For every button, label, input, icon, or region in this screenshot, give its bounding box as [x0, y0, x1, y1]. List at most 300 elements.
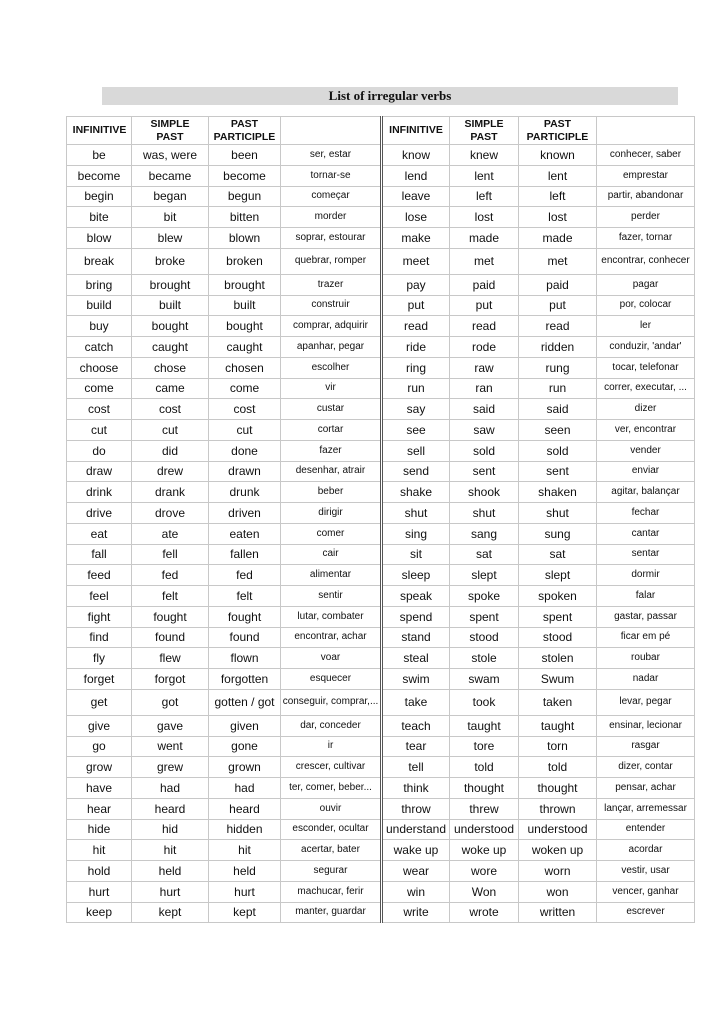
simple-past-cell: shook: [450, 482, 519, 503]
translation-cell: ser, estar: [281, 145, 382, 166]
simple-past-cell: fell: [132, 544, 209, 565]
table-row: [67, 736, 695, 757]
simple-past-cell: thought: [450, 778, 519, 799]
past-participle-cell: cut: [209, 420, 281, 441]
header-row: [67, 117, 695, 145]
infinitive-cell: throw: [382, 798, 450, 819]
table-row: [67, 565, 695, 586]
header-past-participle-2-line1: PAST: [543, 117, 572, 130]
simple-past-cell: had: [132, 778, 209, 799]
infinitive-cell: wear: [382, 861, 450, 882]
translation-cell: acertar, bater: [281, 840, 382, 861]
simple-past-cell: woke up: [450, 840, 519, 861]
past-participle-cell: slept: [519, 565, 597, 586]
translation-cell: correr, executar, ...: [597, 378, 695, 399]
infinitive-cell: wake up: [382, 840, 450, 861]
past-participle-cell: grown: [209, 757, 281, 778]
translation-cell: desenhar, atrair: [281, 461, 382, 482]
header-simple-past-2-line1: SIMPLE: [464, 117, 504, 130]
translation-cell: segurar: [281, 861, 382, 882]
infinitive-cell: go: [67, 736, 132, 757]
table-row: [67, 648, 695, 669]
table-row: [67, 544, 695, 565]
simple-past-cell: ran: [450, 378, 519, 399]
past-participle-cell: drunk: [209, 482, 281, 503]
infinitive-cell: see: [382, 420, 450, 441]
simple-past-cell: brought: [132, 274, 209, 295]
header-past-participle-line2: PARTICIPLE: [213, 130, 276, 143]
simple-past-cell: shut: [450, 503, 519, 524]
simple-past-cell: knew: [450, 145, 519, 166]
past-participle-cell: done: [209, 440, 281, 461]
infinitive-cell: keep: [67, 902, 132, 923]
simple-past-cell: cost: [132, 399, 209, 420]
past-participle-cell: sung: [519, 523, 597, 544]
past-participle-cell: given: [209, 715, 281, 736]
simple-past-cell: broke: [132, 248, 209, 274]
past-participle-cell: spoken: [519, 586, 597, 607]
past-participle-cell: sat: [519, 544, 597, 565]
infinitive-cell: catch: [67, 337, 132, 358]
infinitive-cell: feed: [67, 565, 132, 586]
past-participle-cell: forgotten: [209, 669, 281, 690]
translation-cell: perder: [597, 207, 695, 228]
translation-cell: por, colocar: [597, 295, 695, 316]
table-row: [67, 186, 695, 207]
past-participle-cell: drawn: [209, 461, 281, 482]
infinitive-cell: cut: [67, 420, 132, 441]
translation-cell: lutar, combater: [281, 606, 382, 627]
translation-cell: dizer, contar: [597, 757, 695, 778]
translation-cell: começar: [281, 186, 382, 207]
translation-cell: vender: [597, 440, 695, 461]
simple-past-cell: lost: [450, 207, 519, 228]
infinitive-cell: put: [382, 295, 450, 316]
past-participle-cell: found: [209, 627, 281, 648]
simple-past-cell: swam: [450, 669, 519, 690]
past-participle-cell: lent: [519, 165, 597, 186]
infinitive-cell: read: [382, 316, 450, 337]
simple-past-cell: took: [450, 689, 519, 715]
infinitive-cell: shut: [382, 503, 450, 524]
translation-cell: beber: [281, 482, 382, 503]
infinitive-cell: feel: [67, 586, 132, 607]
infinitive-cell: buy: [67, 316, 132, 337]
header-infinitive-2: INFINITIVE: [382, 117, 450, 145]
past-participle-cell: sent: [519, 461, 597, 482]
simple-past-cell: stole: [450, 648, 519, 669]
page-title: List of irregular verbs: [102, 87, 678, 105]
past-participle-cell: gone: [209, 736, 281, 757]
simple-past-cell: caught: [132, 337, 209, 358]
past-participle-cell: caught: [209, 337, 281, 358]
past-participle-cell: said: [519, 399, 597, 420]
simple-past-cell: bit: [132, 207, 209, 228]
translation-cell: dormir: [597, 565, 695, 586]
translation-cell: ensinar, lecionar: [597, 715, 695, 736]
header-translation: [281, 117, 382, 145]
table-row: [67, 715, 695, 736]
table-row: [67, 399, 695, 420]
simple-past-cell: grew: [132, 757, 209, 778]
table-row: [67, 145, 695, 166]
infinitive-cell: hide: [67, 819, 132, 840]
simple-past-cell: chose: [132, 357, 209, 378]
infinitive-cell: make: [382, 228, 450, 249]
past-participle-cell: told: [519, 757, 597, 778]
past-participle-cell: hidden: [209, 819, 281, 840]
past-participle-cell: sold: [519, 440, 597, 461]
past-participle-cell: stolen: [519, 648, 597, 669]
simple-past-cell: hurt: [132, 881, 209, 902]
translation-cell: voar: [281, 648, 382, 669]
infinitive-cell: meet: [382, 248, 450, 274]
translation-cell: fechar: [597, 503, 695, 524]
translation-cell: quebrar, romper: [281, 248, 382, 274]
table-row: [67, 757, 695, 778]
simple-past-cell: rode: [450, 337, 519, 358]
translation-cell: machucar, ferir: [281, 881, 382, 902]
infinitive-cell: choose: [67, 357, 132, 378]
infinitive-cell: swim: [382, 669, 450, 690]
header-past-participle: [209, 117, 281, 145]
table-row: [67, 295, 695, 316]
past-participle-cell: fallen: [209, 544, 281, 565]
infinitive-cell: ring: [382, 357, 450, 378]
past-participle-cell: heard: [209, 798, 281, 819]
infinitive-cell: say: [382, 399, 450, 420]
header-simple-past-2: [450, 117, 519, 145]
infinitive-cell: fight: [67, 606, 132, 627]
infinitive-cell: fly: [67, 648, 132, 669]
header-simple-past-line2: PAST: [156, 130, 184, 143]
infinitive-cell: cost: [67, 399, 132, 420]
table-row: [67, 482, 695, 503]
past-participle-cell: bought: [209, 316, 281, 337]
translation-cell: dizer: [597, 399, 695, 420]
past-participle-cell: driven: [209, 503, 281, 524]
table-row: [67, 420, 695, 441]
simple-past-cell: flew: [132, 648, 209, 669]
infinitive-cell: sing: [382, 523, 450, 544]
past-participle-cell: held: [209, 861, 281, 882]
simple-past-cell: blew: [132, 228, 209, 249]
table-row: [67, 881, 695, 902]
table-row: [67, 274, 695, 295]
simple-past-cell: hit: [132, 840, 209, 861]
infinitive-cell: shake: [382, 482, 450, 503]
translation-cell: sentar: [597, 544, 695, 565]
simple-past-cell: fought: [132, 606, 209, 627]
past-participle-cell: worn: [519, 861, 597, 882]
simple-past-cell: drank: [132, 482, 209, 503]
translation-cell: cortar: [281, 420, 382, 441]
infinitive-cell: stand: [382, 627, 450, 648]
infinitive-cell: tear: [382, 736, 450, 757]
translation-cell: sentir: [281, 586, 382, 607]
infinitive-cell: do: [67, 440, 132, 461]
infinitive-cell: get: [67, 689, 132, 715]
simple-past-cell: said: [450, 399, 519, 420]
simple-past-cell: found: [132, 627, 209, 648]
simple-past-cell: sang: [450, 523, 519, 544]
infinitive-cell: drink: [67, 482, 132, 503]
past-participle-cell: hit: [209, 840, 281, 861]
table-row: [67, 461, 695, 482]
infinitive-cell: bring: [67, 274, 132, 295]
past-participle-cell: become: [209, 165, 281, 186]
past-participle-cell: taken: [519, 689, 597, 715]
infinitive-cell: win: [382, 881, 450, 902]
header-simple-past-2-line2: PAST: [470, 130, 498, 143]
simple-past-cell: taught: [450, 715, 519, 736]
simple-past-cell: heard: [132, 798, 209, 819]
table-row: [67, 798, 695, 819]
past-participle-cell: ridden: [519, 337, 597, 358]
table-row: [67, 523, 695, 544]
simple-past-cell: kept: [132, 902, 209, 923]
infinitive-cell: draw: [67, 461, 132, 482]
simple-past-cell: sold: [450, 440, 519, 461]
translation-cell: levar, pegar: [597, 689, 695, 715]
infinitive-cell: have: [67, 778, 132, 799]
translation-cell: acordar: [597, 840, 695, 861]
infinitive-cell: drive: [67, 503, 132, 524]
translation-cell: custar: [281, 399, 382, 420]
table-row: [67, 586, 695, 607]
simple-past-cell: read: [450, 316, 519, 337]
translation-cell: ter, comer, beber...: [281, 778, 382, 799]
translation-cell: morder: [281, 207, 382, 228]
infinitive-cell: steal: [382, 648, 450, 669]
past-participle-cell: shaken: [519, 482, 597, 503]
simple-past-cell: wore: [450, 861, 519, 882]
simple-past-cell: did: [132, 440, 209, 461]
translation-cell: lançar, arremessar: [597, 798, 695, 819]
header-translation-2: [597, 117, 695, 145]
past-participle-cell: built: [209, 295, 281, 316]
past-participle-cell: blown: [209, 228, 281, 249]
past-participle-cell: begun: [209, 186, 281, 207]
simple-past-cell: raw: [450, 357, 519, 378]
infinitive-cell: pay: [382, 274, 450, 295]
simple-past-cell: cut: [132, 420, 209, 441]
infinitive-cell: give: [67, 715, 132, 736]
simple-past-cell: got: [132, 689, 209, 715]
simple-past-cell: held: [132, 861, 209, 882]
infinitive-cell: hold: [67, 861, 132, 882]
past-participle-cell: woken up: [519, 840, 597, 861]
past-participle-cell: written: [519, 902, 597, 923]
past-participle-cell: hurt: [209, 881, 281, 902]
simple-past-cell: hid: [132, 819, 209, 840]
infinitive-cell: hear: [67, 798, 132, 819]
past-participle-cell: understood: [519, 819, 597, 840]
translation-cell: escolher: [281, 357, 382, 378]
translation-cell: gastar, passar: [597, 606, 695, 627]
past-participle-cell: run: [519, 378, 597, 399]
infinitive-cell: spend: [382, 606, 450, 627]
header-past-participle-line1: PAST: [230, 117, 259, 130]
translation-cell: emprestar: [597, 165, 695, 186]
simple-past-cell: threw: [450, 798, 519, 819]
infinitive-cell: begin: [67, 186, 132, 207]
infinitive-cell: blow: [67, 228, 132, 249]
translation-cell: falar: [597, 586, 695, 607]
simple-past-cell: drew: [132, 461, 209, 482]
simple-past-cell: wrote: [450, 902, 519, 923]
translation-cell: conduzir, 'andar': [597, 337, 695, 358]
past-participle-cell: been: [209, 145, 281, 166]
past-participle-cell: eaten: [209, 523, 281, 544]
simple-past-cell: gave: [132, 715, 209, 736]
simple-past-cell: began: [132, 186, 209, 207]
translation-cell: fazer, tornar: [597, 228, 695, 249]
past-participle-cell: bitten: [209, 207, 281, 228]
infinitive-cell: forget: [67, 669, 132, 690]
infinitive-cell: become: [67, 165, 132, 186]
translation-cell: partir, abandonar: [597, 186, 695, 207]
past-participle-cell: torn: [519, 736, 597, 757]
past-participle-cell: broken: [209, 248, 281, 274]
translation-cell: entender: [597, 819, 695, 840]
translation-cell: pensar, achar: [597, 778, 695, 799]
infinitive-cell: break: [67, 248, 132, 274]
infinitive-cell: run: [382, 378, 450, 399]
infinitive-cell: grow: [67, 757, 132, 778]
table-row: [67, 207, 695, 228]
simple-past-cell: saw: [450, 420, 519, 441]
header-past-participle-2: [519, 117, 597, 145]
translation-cell: apanhar, pegar: [281, 337, 382, 358]
header-past-participle-2-line2: PARTICIPLE: [526, 130, 589, 143]
simple-past-cell: left: [450, 186, 519, 207]
past-participle-cell: rung: [519, 357, 597, 378]
past-participle-cell: made: [519, 228, 597, 249]
translation-cell: ler: [597, 316, 695, 337]
translation-cell: cair: [281, 544, 382, 565]
infinitive-cell: fall: [67, 544, 132, 565]
translation-cell: tocar, telefonar: [597, 357, 695, 378]
translation-cell: escrever: [597, 902, 695, 923]
translation-cell: dar, conceder: [281, 715, 382, 736]
simple-past-cell: made: [450, 228, 519, 249]
past-participle-cell: thrown: [519, 798, 597, 819]
table-row: [67, 503, 695, 524]
translation-cell: conhecer, saber: [597, 145, 695, 166]
past-participle-cell: read: [519, 316, 597, 337]
simple-past-cell: sat: [450, 544, 519, 565]
simple-past-cell: came: [132, 378, 209, 399]
translation-cell: ouvir: [281, 798, 382, 819]
translation-cell: soprar, estourar: [281, 228, 382, 249]
translation-cell: agitar, balançar: [597, 482, 695, 503]
translation-cell: vir: [281, 378, 382, 399]
translation-cell: fazer: [281, 440, 382, 461]
table-row: [67, 357, 695, 378]
infinitive-cell: lose: [382, 207, 450, 228]
translation-cell: encontrar, conhecer: [597, 248, 695, 274]
past-participle-cell: flown: [209, 648, 281, 669]
simple-past-cell: met: [450, 248, 519, 274]
table-row: [67, 248, 695, 274]
simple-past-cell: was, were: [132, 145, 209, 166]
infinitive-cell: sit: [382, 544, 450, 565]
past-participle-cell: come: [209, 378, 281, 399]
past-participle-cell: stood: [519, 627, 597, 648]
infinitive-cell: hurt: [67, 881, 132, 902]
simple-past-cell: stood: [450, 627, 519, 648]
past-participle-cell: thought: [519, 778, 597, 799]
past-participle-cell: had: [209, 778, 281, 799]
table-row: [67, 337, 695, 358]
translation-cell: pagar: [597, 274, 695, 295]
infinitive-cell: come: [67, 378, 132, 399]
table-row: [67, 440, 695, 461]
translation-cell: cantar: [597, 523, 695, 544]
infinitive-cell: think: [382, 778, 450, 799]
table-row: [67, 819, 695, 840]
past-participle-cell: lost: [519, 207, 597, 228]
infinitive-cell: know: [382, 145, 450, 166]
simple-past-cell: sent: [450, 461, 519, 482]
table-row: [67, 606, 695, 627]
past-participle-cell: gotten / got: [209, 689, 281, 715]
translation-cell: ver, encontrar: [597, 420, 695, 441]
simple-past-cell: put: [450, 295, 519, 316]
infinitive-cell: tell: [382, 757, 450, 778]
infinitive-cell: be: [67, 145, 132, 166]
infinitive-cell: take: [382, 689, 450, 715]
infinitive-cell: hit: [67, 840, 132, 861]
infinitive-cell: understand: [382, 819, 450, 840]
simple-past-cell: built: [132, 295, 209, 316]
infinitive-cell: send: [382, 461, 450, 482]
table-row: [67, 228, 695, 249]
simple-past-cell: went: [132, 736, 209, 757]
infinitive-cell: lend: [382, 165, 450, 186]
simple-past-cell: spoke: [450, 586, 519, 607]
simple-past-cell: bought: [132, 316, 209, 337]
translation-cell: manter, guardar: [281, 902, 382, 923]
infinitive-cell: sleep: [382, 565, 450, 586]
header-simple-past-line1: SIMPLE: [150, 117, 190, 130]
simple-past-cell: understood: [450, 819, 519, 840]
past-participle-cell: fed: [209, 565, 281, 586]
translation-cell: roubar: [597, 648, 695, 669]
simple-past-cell: told: [450, 757, 519, 778]
header-simple-past: [132, 117, 209, 145]
table-row: [67, 378, 695, 399]
simple-past-cell: slept: [450, 565, 519, 586]
translation-cell: crescer, cultivar: [281, 757, 382, 778]
infinitive-cell: ride: [382, 337, 450, 358]
infinitive-cell: leave: [382, 186, 450, 207]
past-participle-cell: seen: [519, 420, 597, 441]
table-row: [67, 669, 695, 690]
infinitive-cell: teach: [382, 715, 450, 736]
simple-past-cell: forgot: [132, 669, 209, 690]
irregular-verbs-table: [66, 116, 695, 923]
simple-past-cell: ate: [132, 523, 209, 544]
translation-cell: esconder, ocultar: [281, 819, 382, 840]
translation-cell: alimentar: [281, 565, 382, 586]
past-participle-cell: left: [519, 186, 597, 207]
past-participle-cell: known: [519, 145, 597, 166]
past-participle-cell: kept: [209, 902, 281, 923]
table-row: [67, 165, 695, 186]
past-participle-cell: cost: [209, 399, 281, 420]
